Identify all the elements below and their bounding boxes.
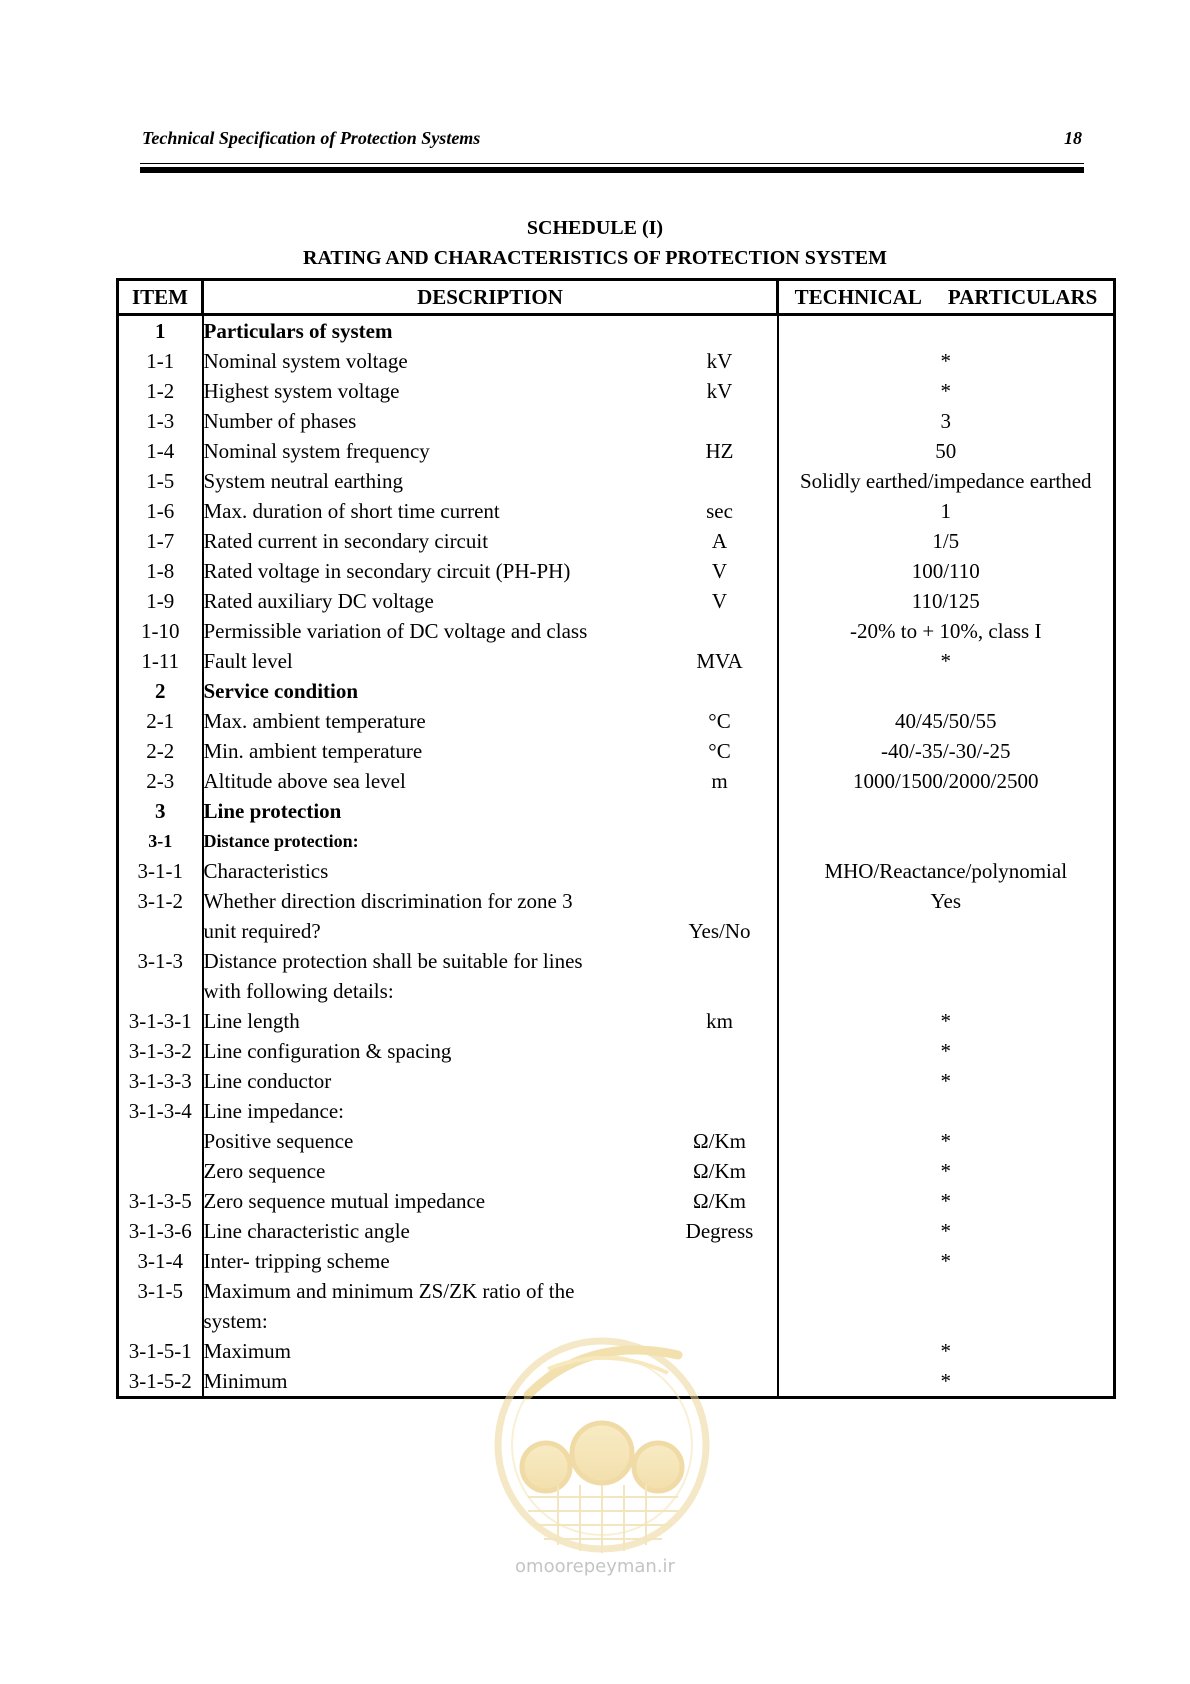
item-cell: 1-5	[118, 466, 203, 496]
unit-cell	[663, 1066, 778, 1096]
watermark-url: omoorepeyman.ir	[515, 1556, 675, 1577]
unit-cell: °C	[708, 709, 731, 733]
column-header-item: ITEM	[118, 280, 203, 315]
item-cell: 1-11	[118, 646, 203, 676]
description-cell: Permissible variation of DC voltage and class	[203, 619, 588, 643]
description-cell: Characteristics	[203, 859, 329, 883]
technical-particulars-cell: 1000/1500/2000/2500	[778, 766, 1115, 796]
description-cell: with following details:	[203, 979, 394, 1003]
table-row	[118, 1186, 1115, 1216]
description-cell: Distance protection shall be suitable for lines	[203, 949, 583, 973]
table-row	[118, 1006, 1115, 1036]
unit-cell	[663, 886, 778, 916]
unit-cell: Ω/Km	[693, 1159, 746, 1183]
technical-particulars-cell: *	[778, 1186, 1115, 1216]
table-row	[118, 496, 1115, 526]
description-cell: Highest system voltage	[203, 379, 400, 403]
description-cell: Line protection	[203, 799, 342, 823]
table-row	[118, 826, 1115, 856]
table-row	[118, 1276, 1115, 1306]
item-cell	[118, 976, 203, 1006]
unit-cell	[663, 796, 778, 826]
description-cell: Line characteristic angle	[203, 1219, 410, 1243]
item-cell: 2-1	[118, 706, 203, 736]
description-cell: Maximum and minimum ZS/ZK ratio of the	[203, 1279, 575, 1303]
technical-particulars-cell	[778, 976, 1115, 1006]
unit-cell: km	[706, 1009, 733, 1033]
description-cell: Rated current in secondary circuit	[203, 529, 489, 553]
table-row	[118, 556, 1115, 586]
item-cell: 3	[118, 796, 203, 826]
unit-cell: kV	[706, 349, 733, 373]
watermark-logo	[488, 1325, 716, 1573]
technical-particulars-cell	[778, 1096, 1115, 1126]
technical-particulars-cell: 1	[778, 496, 1115, 526]
running-header	[142, 128, 1082, 152]
item-cell: 1-3	[118, 406, 203, 436]
item-cell: 2	[118, 676, 203, 706]
item-cell: 3-1-3-2	[118, 1036, 203, 1066]
description-cell: Whether direction discrimination for zone 3	[203, 889, 573, 913]
technical-particulars-cell: -40/-35/-30/-25	[778, 736, 1115, 766]
item-cell: 3-1-3-6	[118, 1216, 203, 1246]
technical-particulars-cell: *	[778, 1126, 1115, 1156]
specification-table	[116, 278, 1116, 1399]
item-cell: 1-1	[118, 346, 203, 376]
description-cell: Altitude above sea level	[203, 769, 406, 793]
technical-particulars-cell	[778, 1306, 1115, 1336]
description-cell: Distance protection:	[203, 831, 359, 851]
technical-particulars-cell: 1/5	[778, 526, 1115, 556]
table-row	[118, 736, 1115, 766]
unit-cell	[663, 466, 778, 496]
item-cell: 3-1-3-5	[118, 1186, 203, 1216]
description-cell: Minimum	[203, 1366, 663, 1398]
description-cell: Particulars of system	[203, 319, 393, 343]
unit-cell	[663, 946, 778, 976]
description-cell: Line length	[203, 1009, 300, 1033]
unit-cell: Ω/Km	[693, 1189, 746, 1213]
item-cell: 3-1-3	[118, 946, 203, 976]
item-cell: 3-1-5	[118, 1276, 203, 1306]
item-cell: 1-9	[118, 586, 203, 616]
unit-cell	[663, 1096, 778, 1126]
unit-cell	[663, 1246, 778, 1276]
description-cell: Min. ambient temperature	[203, 739, 423, 763]
item-cell	[118, 1306, 203, 1336]
item-cell: 3-1-2	[118, 886, 203, 916]
schedule-subtitle: RATING AND CHARACTERISTICS OF PROTECTION SYSTEM	[303, 247, 887, 269]
item-cell: 3-1-4	[118, 1246, 203, 1276]
technical-particulars-cell: *	[778, 1336, 1115, 1366]
technical-particulars-cell	[778, 946, 1115, 976]
technical-particulars-cell: 100/110	[778, 556, 1115, 586]
item-cell: 3-1-5-1	[118, 1336, 203, 1366]
item-cell: 3-1-3-3	[118, 1066, 203, 1096]
unit-cell	[663, 315, 778, 347]
table-body	[118, 315, 1115, 1398]
technical-particulars-cell	[778, 916, 1115, 946]
unit-cell	[663, 826, 778, 856]
table-row	[118, 856, 1115, 886]
item-cell: 1-6	[118, 496, 203, 526]
description-cell: Line configuration & spacing	[203, 1039, 452, 1063]
item-cell: 3-1-3-4	[118, 1096, 203, 1126]
technical-particulars-cell: *	[778, 1246, 1115, 1276]
table-row	[118, 1156, 1115, 1186]
description-cell: Positive sequence	[203, 1129, 354, 1153]
unit-cell	[663, 1036, 778, 1066]
header-rule-thick	[140, 167, 1084, 173]
item-cell: 1	[118, 315, 203, 347]
unit-cell: m	[711, 769, 728, 793]
technical-particulars-cell	[778, 796, 1115, 826]
unit-cell: HZ	[705, 439, 734, 463]
unit-cell	[663, 676, 778, 706]
technical-particulars-cell: 40/45/50/55	[778, 706, 1115, 736]
technical-particulars-cell	[778, 1276, 1115, 1306]
unit-cell: Ω/Km	[693, 1129, 746, 1153]
technical-particulars-cell	[778, 315, 1115, 347]
table-row	[118, 1246, 1115, 1276]
column-header-technical-particulars: TECHNICAL PARTICULARS	[778, 280, 1115, 315]
technical-particulars-cell: -20% to + 10%, class I	[778, 616, 1115, 646]
unit-cell: A	[711, 529, 728, 553]
technical-particulars-cell: *	[778, 1036, 1115, 1066]
unit-cell: MVA	[696, 649, 743, 673]
table-row	[118, 706, 1115, 736]
item-cell	[118, 916, 203, 946]
technical-particulars-cell: *	[778, 1156, 1115, 1186]
description-cell: Max. ambient temperature	[203, 709, 426, 733]
description-cell: Number of phases	[203, 409, 357, 433]
technical-particulars-cell: *	[778, 646, 1115, 676]
unit-cell	[663, 856, 778, 886]
description-cell: Maximum	[203, 1339, 291, 1363]
item-cell: 1-4	[118, 436, 203, 466]
technical-particulars-cell	[778, 826, 1115, 856]
technical-particulars-cell: MHO/Reactance/polynomial	[778, 856, 1115, 886]
item-cell: 1-2	[118, 376, 203, 406]
item-cell: 3-1-3-1	[118, 1006, 203, 1036]
description-cell: Nominal system frequency	[203, 439, 430, 463]
table-row	[118, 1066, 1115, 1096]
unit-cell: V	[711, 589, 728, 613]
technical-particulars-cell: *	[778, 376, 1115, 406]
schedule-title: SCHEDULE (I)	[526, 217, 664, 239]
table-row	[118, 796, 1115, 826]
item-cell: 1-7	[118, 526, 203, 556]
technical-particulars-cell: 50	[778, 436, 1115, 466]
table-row	[118, 946, 1115, 976]
unit-cell	[663, 616, 778, 646]
description-cell: System neutral earthing	[203, 469, 403, 493]
description-cell: Rated voltage in secondary circuit (PH-PH)	[203, 559, 571, 583]
header-rule-thin	[140, 163, 1084, 164]
unit-cell	[663, 1276, 778, 1306]
item-cell: 2-3	[118, 766, 203, 796]
technical-particulars-cell: Solidly earthed/impedance earthed	[778, 466, 1115, 496]
table-row	[118, 616, 1115, 646]
unit-cell	[663, 406, 778, 436]
table-row	[118, 466, 1115, 496]
column-header-description: DESCRIPTION	[203, 280, 778, 315]
table-row	[118, 376, 1115, 406]
unit-cell: V	[711, 559, 728, 583]
description-cell: Zero sequence	[203, 1159, 326, 1183]
item-cell: 1-8	[118, 556, 203, 586]
table-row	[118, 976, 1115, 1006]
description-cell: Line impedance:	[203, 1099, 345, 1123]
table-row	[118, 436, 1115, 466]
item-cell	[118, 1126, 203, 1156]
technical-particulars-cell: 110/125	[778, 586, 1115, 616]
document-title: Technical Specification of Protection Systems	[142, 128, 481, 148]
technical-particulars-cell: *	[778, 1366, 1115, 1398]
table-row	[118, 886, 1115, 916]
technical-particulars-cell: Yes	[778, 886, 1115, 916]
description-cell: Max. duration of short time current	[203, 499, 500, 523]
description-cell: Zero sequence mutual impedance	[203, 1189, 486, 1213]
description-cell: system:	[203, 1309, 268, 1333]
unit-cell: Degress	[685, 1219, 754, 1243]
table-row	[118, 315, 1115, 347]
description-cell: unit required?	[203, 919, 321, 943]
unit-cell	[663, 976, 778, 1006]
technical-particulars-cell: *	[778, 1066, 1115, 1096]
table-row	[118, 646, 1115, 676]
technical-particulars-cell	[778, 676, 1115, 706]
table-row	[118, 586, 1115, 616]
table-row	[118, 916, 1115, 946]
unit-cell: sec	[706, 499, 733, 523]
table-row	[118, 766, 1115, 796]
table-row	[118, 676, 1115, 706]
table-row	[118, 1126, 1115, 1156]
table-row	[118, 1216, 1115, 1246]
description-cell: Inter- tripping scheme	[203, 1249, 390, 1273]
table-row	[118, 406, 1115, 436]
description-cell: Nominal system voltage	[203, 349, 408, 373]
technical-particulars-cell: 3	[778, 406, 1115, 436]
technical-particulars-cell: *	[778, 1216, 1115, 1246]
table-row	[118, 1096, 1115, 1126]
description-cell: Line conductor	[203, 1069, 332, 1093]
item-cell: 2-2	[118, 736, 203, 766]
item-cell: 1-10	[118, 616, 203, 646]
item-cell: 3-1-5-2	[118, 1366, 203, 1398]
item-cell	[118, 1156, 203, 1186]
table-header-row	[118, 280, 1115, 315]
unit-cell: Yes/No	[688, 919, 751, 943]
description-cell: Rated auxiliary DC voltage	[203, 589, 434, 613]
unit-cell: °C	[708, 739, 731, 763]
table-row	[118, 1036, 1115, 1066]
item-cell: 3-1	[118, 826, 203, 856]
unit-cell: kV	[706, 379, 733, 403]
description-cell: Fault level	[203, 649, 293, 673]
technical-particulars-cell: *	[778, 346, 1115, 376]
page-number: 18	[1064, 128, 1082, 148]
technical-particulars-cell: *	[778, 1006, 1115, 1036]
table-row	[118, 526, 1115, 556]
item-cell: 3-1-1	[118, 856, 203, 886]
description-cell: Service condition	[203, 679, 359, 703]
table-row	[118, 346, 1115, 376]
